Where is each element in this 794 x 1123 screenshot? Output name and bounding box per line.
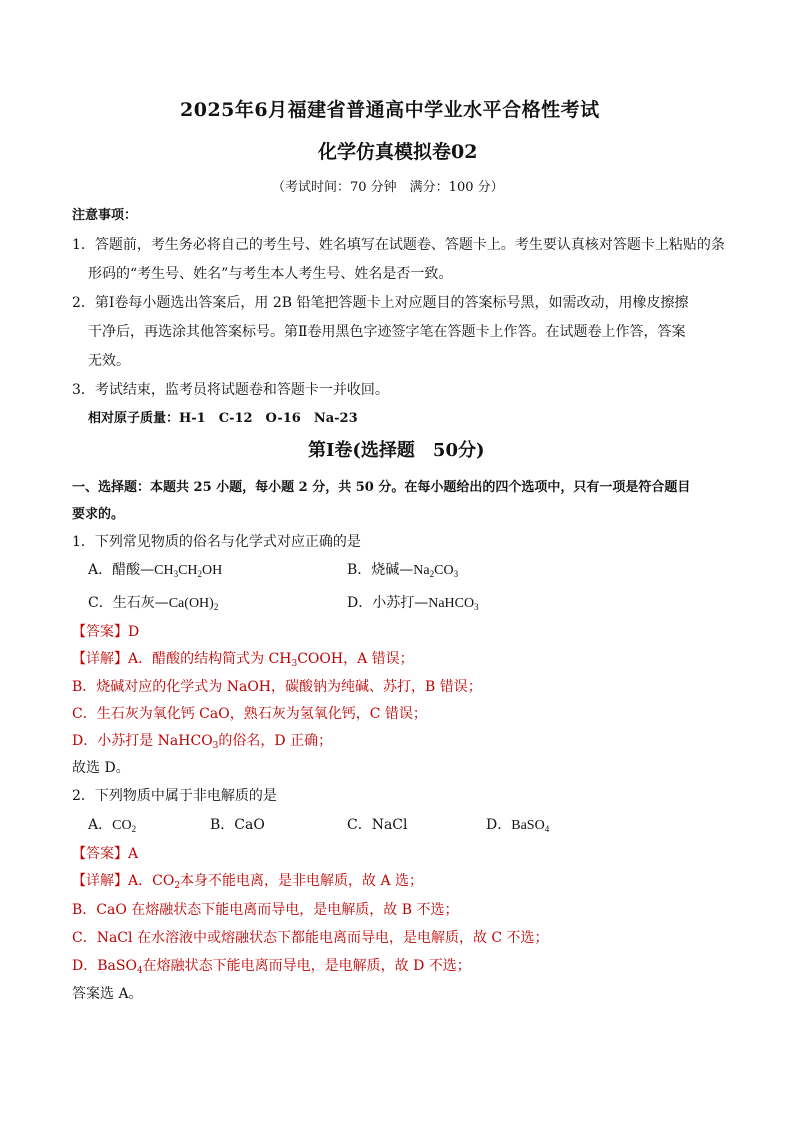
q1-option-b-formula	[413, 563, 458, 578]
q2-a-f: CO	[112, 818, 132, 833]
q1-option-c	[88, 596, 218, 612]
q2-expl-a-end: 本身不能电离，是非电解质，故 A 选；	[180, 873, 424, 889]
q1-expl-d-end: 的俗名，D 正确；	[218, 733, 333, 749]
exam-subtitle: 化学仿真模拟卷02	[318, 141, 478, 163]
q1-explanation-a	[72, 652, 414, 669]
q2-option-d-label: D．	[486, 817, 512, 833]
q2-option-d-formula	[511, 818, 549, 833]
q2-explanation-a	[72, 874, 423, 891]
note-2-line-2: 干净后，再选涂其他答案标号。第Ⅱ卷用黑色字迹签字笔在答题卡上作答。在试题卷上作答，答案	[88, 324, 686, 340]
q2-explanation-d	[72, 959, 471, 976]
q1-a-s2: 2	[197, 569, 203, 579]
q2-answer: 【答案】A	[72, 846, 139, 862]
q1-expl-a-end: COOH，A 错误；	[297, 651, 414, 667]
q1-option-a-formula	[154, 563, 222, 578]
note-1-line-1: 1．答题前，考生务必将自己的考生号、姓名填写在试题卷、答题卡上。考生要认真核对答题卡上粘贴的条	[72, 237, 725, 253]
q2-option-a-formula	[112, 818, 136, 833]
q2-expl-d-end: 在熔融状态下能电离而导电，是电解质，故 D 不选；	[142, 958, 471, 974]
q2-option-d	[486, 818, 549, 834]
q1-c-s1: 2	[213, 602, 219, 612]
q2-a-s: 2	[131, 824, 137, 834]
q2-expl-d-text: D．BaSO	[72, 958, 137, 974]
q1-d-s1: 3	[474, 602, 479, 612]
section-title: 第Ⅰ卷(选择题 50分)	[308, 440, 485, 461]
exam-info: （考试时间：70 分钟 满分：100 分）	[272, 180, 504, 195]
q1-stem: 1．下列常见物质的俗名与化学式对应正确的是	[72, 534, 361, 550]
q1-d-f1: NaHCO	[428, 596, 475, 611]
q1-option-c-label: C．生石灰—	[88, 595, 169, 611]
q1-b-s1: 2	[429, 569, 435, 579]
q2-expl-d-sub: 4	[136, 966, 143, 976]
q1-expl-d-text: D．小苏打是 NaHCO	[72, 733, 213, 749]
q1-b-f1: Na	[413, 563, 430, 578]
q1-option-b	[347, 563, 458, 579]
q1-a-f2: CH	[178, 563, 198, 578]
q1-option-a	[88, 563, 222, 579]
q1-expl-a-sub: 3	[291, 659, 298, 669]
q1-c-f2: (OH)	[184, 596, 214, 611]
exam-title: 2025年6月福建省普通高中学业水平合格性考试	[180, 99, 600, 121]
q1-option-a-label: A．醋酸—	[88, 562, 155, 578]
q1-explanation-d	[72, 734, 332, 751]
q1-conclusion: 故选 D。	[72, 760, 130, 776]
q2-stem: 2．下列物质中属于非电解质的是	[72, 788, 277, 804]
q2-option-a-label: A．	[88, 817, 113, 833]
q1-option-c-formula	[169, 596, 219, 611]
section-instruction-line-2: 要求的。	[72, 507, 125, 522]
q1-b-s2: 3	[453, 569, 459, 579]
q2-option-c: C．NaCl	[347, 817, 408, 833]
q2-d-f: BaSO	[511, 818, 545, 833]
q2-explanation-c: C．NaCl 在水溶液中或熔融状态下都能电离而导电，是电解质，故 C 不选；	[72, 930, 549, 946]
note-1-line-2: 形码的“考生号、姓名”与考生本人考生号、姓名是否一致。	[88, 266, 453, 282]
q2-explanation-b: B．CaO 在熔融状态下能电离而导电，是电解质，故 B 不选；	[72, 902, 459, 918]
q1-answer: 【答案】D	[72, 624, 140, 640]
q1-expl-a-text: 【详解】A．醋酸的结构简式为 CH	[72, 651, 292, 667]
note-3: 3．考试结束，监考员将试题卷和答题卡一并收回。	[72, 382, 389, 398]
q2-expl-a-text: 【详解】A．CO	[72, 873, 175, 889]
q2-d-s: 4	[544, 824, 550, 834]
q2-expl-a-sub: 2	[174, 881, 181, 891]
q1-option-b-label: B．烧碱—	[347, 562, 414, 578]
q2-option-b: B．CaO	[210, 817, 265, 833]
q1-option-d	[347, 596, 479, 612]
q1-expl-d-sub: 3	[212, 741, 219, 751]
q1-b-f2: CO	[434, 563, 454, 578]
notes-heading: 注意事项：	[72, 208, 138, 223]
q1-option-d-label: D．小苏打—	[347, 595, 429, 611]
q1-a-f1: CH	[154, 563, 174, 578]
q1-c-f1: Ca	[168, 596, 185, 611]
q1-a-f3: OH	[202, 563, 223, 578]
q1-option-d-formula	[428, 596, 478, 611]
note-2-line-3: 无效。	[88, 353, 130, 369]
note-2-line-1: 2．第Ⅰ卷每小题选出答案后，用 2B 铅笔把答题卡上对应题目的答案标号黑，如需改动，用橡皮擦擦	[72, 295, 689, 311]
q2-option-a	[88, 818, 136, 834]
q1-explanation-c: C．生石灰为氧化钙 CaO，熟石灰为氢氧化钙，C 错误；	[72, 706, 427, 722]
q2-conclusion: 答案选 A。	[72, 986, 143, 1002]
section-instruction-line-1: 一、选择题：本题共 25 小题，每小题 2 分，共 50 分。在每小题给出的四个选项中，只有一项是符合题目	[72, 480, 691, 495]
atomic-mass: 相对原子质量：H-1 C-12 O-16 Na-23	[88, 411, 358, 426]
q1-a-s1: 3	[173, 569, 179, 579]
q1-explanation-b: B．烧碱对应的化学式为 NaOH，碳酸钠为纯碱、苏打，B 错误；	[72, 679, 482, 695]
